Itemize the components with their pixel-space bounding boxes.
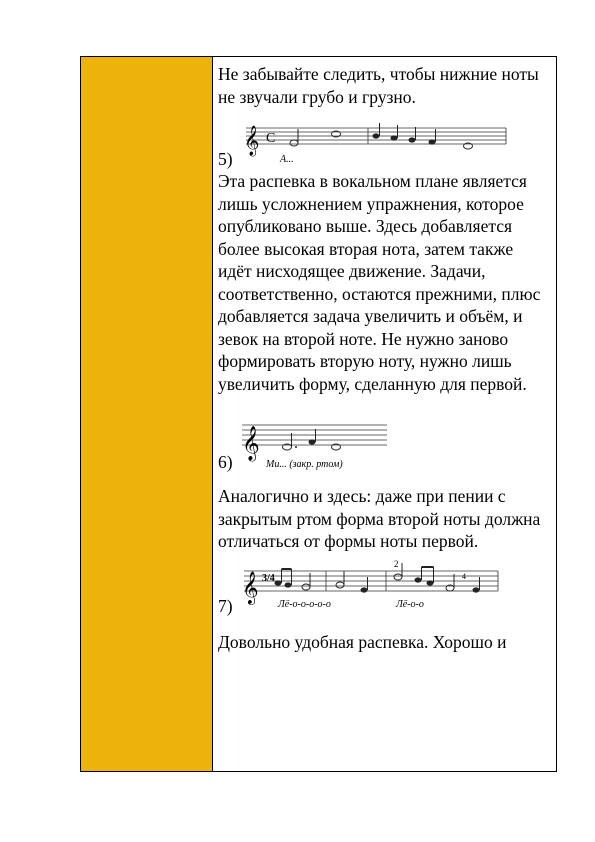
paragraph-exercise-5-description: Эта распевка в вокальном плане является лишь усложнением упражнения, которое опубликовано выше. Здесь добавляется более высокая вторая нота, затем также идёт нисходящее движение. Задачи, соответственно, остаются прежними, плюс добавляется задача увеличить и объём, и зевок на второй ноте. Не нужно заново формировать вторую ноту, нужно лишь увеличить форму, сделанную для первой. xyxy=(218,171,541,394)
exercise-6-lyric: Ми... (закр. ртом) xyxy=(266,459,343,470)
note xyxy=(409,137,416,142)
text-cell xyxy=(213,57,556,771)
exercise-5-lyric: А... xyxy=(280,154,294,165)
paragraph-closed-mouth: Аналогично и здесь: даже при пении с закрытым ртом форма второй ноты должна отличаться от формы ноты первой. xyxy=(218,486,541,551)
colored-sidebar-cell xyxy=(81,57,213,771)
note xyxy=(373,133,380,138)
svg-text:2: 2 xyxy=(394,558,399,569)
treble-clef-icon: 𝄞 xyxy=(244,126,260,155)
svg-text:C: C xyxy=(266,131,276,146)
exercise-7-lyric-2: Лё-о-о xyxy=(396,598,424,610)
music-staff-7 xyxy=(236,555,556,617)
exercise-5-number: 5) xyxy=(218,149,233,169)
exercise-7 xyxy=(218,555,550,617)
note xyxy=(290,140,298,146)
exercise-5 xyxy=(218,108,550,170)
exercise-6 xyxy=(218,395,550,473)
paragraph-lower-notes: Не забывайте следить, чтобы нижние ноты не звучали грубо и грузно. xyxy=(218,64,539,107)
music-staff-6 xyxy=(232,395,556,473)
note xyxy=(391,135,398,140)
exercise-7-number: 7) xyxy=(218,595,233,616)
treble-clef-icon: 𝄞 xyxy=(242,427,260,460)
paragraph-comfortable-exercise: Довольно удобная распевка. Хорошо и xyxy=(218,631,507,652)
time-signature: 3/4 xyxy=(262,572,275,584)
exercise-7-lyric-1: Лё-о-о-о-о-о xyxy=(278,598,331,610)
svg-text:4: 4 xyxy=(462,571,466,581)
content-table xyxy=(80,56,557,772)
note xyxy=(429,139,436,144)
exercise-6-number: 6) xyxy=(218,452,233,472)
music-staff-5 xyxy=(236,108,556,170)
treble-clef-icon: 𝄞 xyxy=(242,572,259,604)
note xyxy=(309,439,316,444)
